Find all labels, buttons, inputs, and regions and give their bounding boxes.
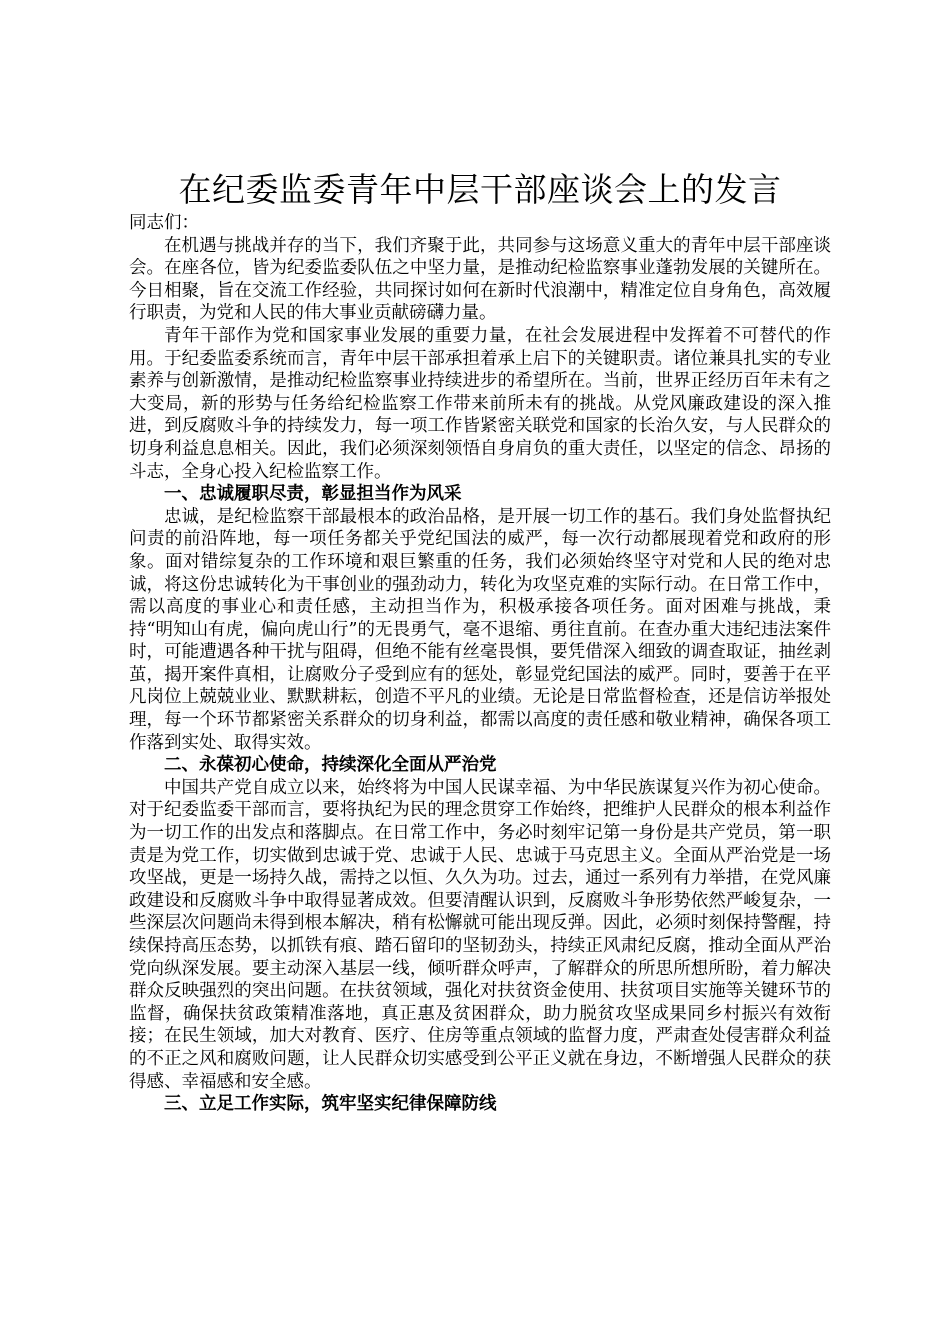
document-title: 在纪委监委青年中层干部座谈会上的发言 xyxy=(178,170,782,209)
intro-paragraph-2: 青年干部作为党和国家事业发展的重要力量，在社会发展进程中发挥着不可替代的作用。于纪委监委系统而言，青年中层干部承担着承上启下的关键职责。诸位兼具扎实的专业素养与创新激情，是推动纪检监察事业持续进步的希望所在。当前，世界正经历百年未有之大变局，新的形势与任务给纪检监察工作带来前所未有的挑战。从党风廉政建设的深入推进，到反腐败斗争的持续发力，每一项工作皆紧密关联党和国家的长治久安，与人民群众的切身利益息息相关。因此，我们必须深刻领悟自身肩负的重大责任，以坚定的信念、昂扬的斗志，全身心投入纪检监察工作。 xyxy=(129,325,831,482)
section-heading-2: 二、永葆初心使命，持续深化全面从严治党 xyxy=(164,755,497,776)
intro-paragraph-1: 在机遇与挑战并存的当下，我们齐聚于此，共同参与这场意义重大的青年中层干部座谈会。在座各位，皆为纪委监委队伍之中坚力量，是推动纪检监察事业蓬勃发展的关键所在。今日相聚，旨在交流工作经验，共同探讨如何在新时代浪潮中，精准定位自身角色，高效履行职责，为党和人民的伟大事业贡献磅礴力量。 xyxy=(129,235,831,324)
document-page xyxy=(129,168,831,1116)
section-heading-1: 一、忠诚履职尽责，彰显担当作为风采 xyxy=(164,484,462,505)
section-paragraph-1: 忠诚，是纪检监察干部最根本的政治品格，是开展一切工作的基石。我们身处监督执纪问责的前沿阵地，每一项任务都关乎党纪国法的威严，每一次行动都展现着党和政府的形象。面对错综复杂的工作环境和艰巨繁重的任务，我们必须始终坚守对党和人民的绝对忠诚，将这份忠诚转化为干事创业的强劲动力，转化为攻坚克难的实际行动。在日常工作中，需以高度的事业心和责任感，主动担当作为，积极承接各项任务。面对困难与挑战，秉持“明知山有虎，偏向虎山行”的无畏勇气，毫不退缩、勇往直前。在查办重大违纪违法案件时，可能遭遇各种干扰与阻碍，但绝不能有丝毫畏惧，要凭借深入细致的调查取证，抽丝剥茧，揭开案件真相，让腐败分子受到应有的惩处，彰显党纪国法的威严。同时，要善于在平凡岗位上兢兢业业、默默耕耘，创造不平凡的业绩。无论是日常监督检查，还是信访举报处理，每一个环节都紧密关系群众的切身利益，都需以高度的责任感和敬业精神，确保各项工作落到实处、取得实效。 xyxy=(129,506,831,753)
section-paragraph-2: 中国共产党自成立以来，始终将为中国人民谋幸福、为中华民族谋复兴作为初心使命。对于纪委监委干部而言，要将执纪为民的理念贯穿工作始终，把维护人民群众的根本利益作为一切工作的出发点和落脚点。在日常工作中，务必时刻牢记第一身份是共产党员，第一职责是为党工作，切实做到忠诚于党、忠诚于人民、忠诚于马克思主义。全面从严治党是一场攻坚战，更是一场持久战，需持之以恒、久久为功。过去，通过一系列有力举措，在党风廉政建设和反腐败斗争中取得显著成效。但要清醒认识到，反腐败斗争形势依然严峻复杂，一些深层次问题尚未得到根本解决，稍有松懈就可能出现反弹。因此，必须时刻保持警醒，持续保持高压态势，以抓铁有痕、踏石留印的坚韧劲头，持续正风肃纪反腐，推动全面从严治党向纵深发展。要主动深入基层一线，倾听群众呼声，了解群众的所思所想所盼，着力解决群众反映强烈的突出问题。在扶贫领域，强化对扶贫资金使用、扶贫项目实施等关键环节的监督，确保扶贫政策精准落地，真正惠及贫困群众，助力脱贫攻坚成果同乡村振兴有效衔接；在民生领域，加大对教育、医疗、住房等重点领域的监督力度，严肃查处侵害群众利益的不正之风和腐败问题，让人民群众切实感受到公平正义就在身边，不断增强人民群众的获得感、幸福感和安全感。 xyxy=(129,777,831,1092)
section-heading-3: 三、立足工作实际，筑牢坚实纪律保障防线 xyxy=(164,1094,497,1115)
salutation: 同志们： xyxy=(129,213,199,233)
